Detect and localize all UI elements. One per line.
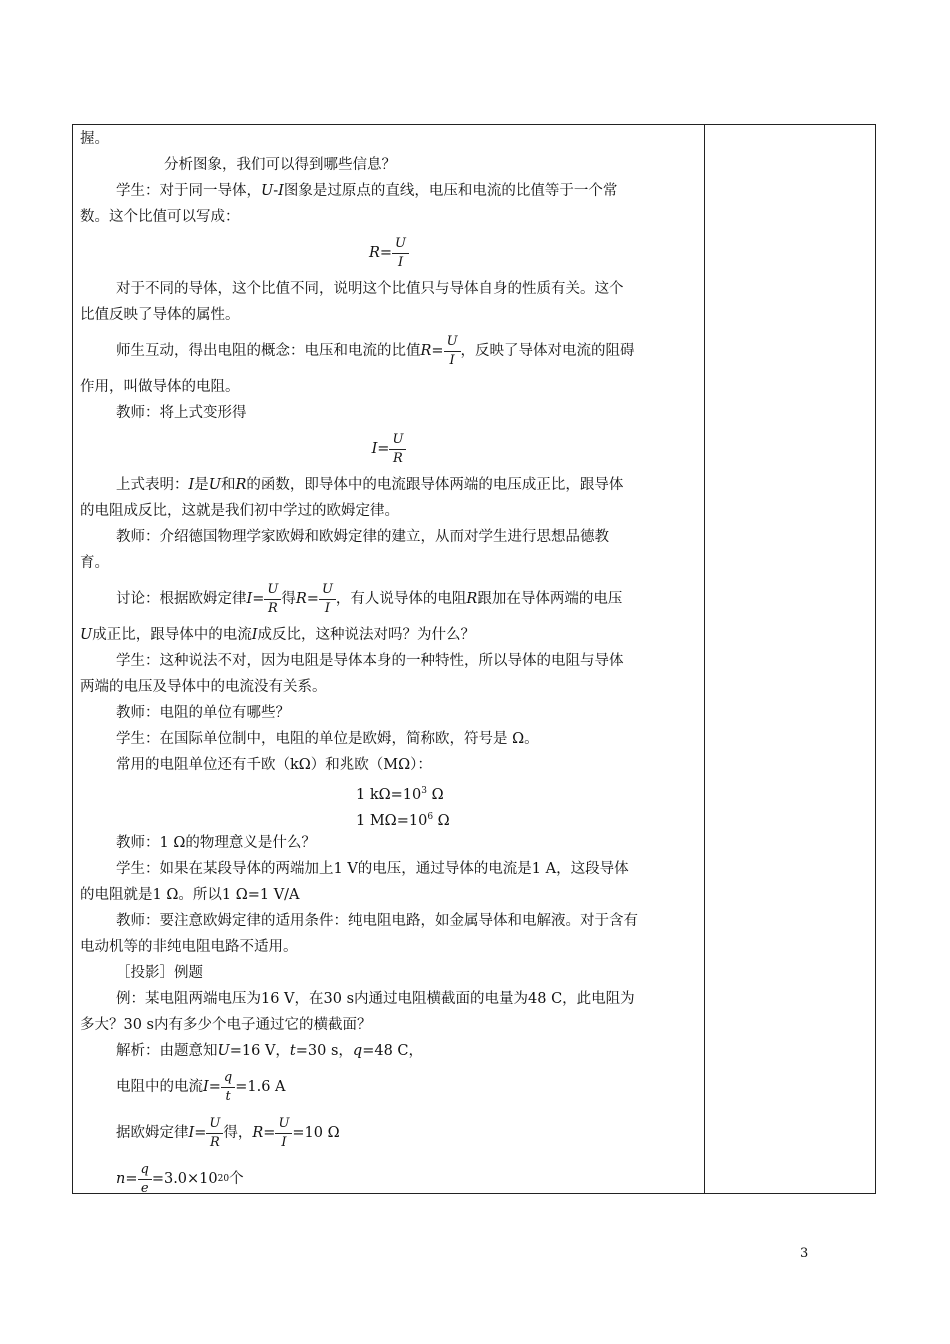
- text: =10 Ω: [292, 1125, 340, 1141]
- denominator: R: [393, 450, 403, 466]
- text: 和: [220, 477, 236, 493]
- column-divider: [704, 124, 705, 1194]
- page-number: 3: [800, 1246, 809, 1261]
- exponent: 3: [421, 786, 427, 796]
- text: 成正比，跟导体中的电流: [92, 627, 252, 643]
- text: =30 s，: [295, 1043, 353, 1059]
- text-line: 学生：如果在某段导体的两端加上1 V的电压，通过导体的电流是1 A，这段导体: [116, 861, 629, 877]
- text: 学生：对于同一导体，: [116, 183, 261, 199]
- text-line: [80, 328, 698, 374]
- equals: =: [377, 441, 390, 457]
- text-line: 比值反映了导体的属性。: [80, 307, 240, 323]
- var-u: U: [80, 627, 93, 643]
- text-line: [80, 778, 698, 804]
- text-line: [80, 622, 698, 648]
- text-line: 数。这个比值可以写成：: [80, 209, 240, 225]
- numerator: U: [264, 581, 281, 600]
- text-line: [80, 804, 698, 830]
- text: 1 kΩ=10: [356, 786, 422, 803]
- text-line: 教师：将上式变形得: [116, 405, 247, 421]
- text: 据欧姆定律: [116, 1125, 189, 1141]
- denominator: R: [267, 600, 278, 616]
- text: ，反映了导体对电流的阻碍: [460, 343, 635, 359]
- text-line: 作用，叫做导体的电阻。: [80, 379, 240, 395]
- text-line: 教师：要注意欧姆定律的适用条件：纯电阻电路，如金属导体和电解液。对于含有: [116, 913, 638, 929]
- equals: =: [263, 1125, 276, 1141]
- text-line: 对于不同的导体，这个比值不同，说明这个比值只与导体自身的性质有关。这个: [116, 281, 624, 297]
- text: =48 C，: [362, 1043, 424, 1059]
- text-line: 教师：1 Ω的物理意义是什么？: [116, 835, 316, 851]
- text: -: [273, 183, 279, 199]
- equals: =: [125, 1171, 138, 1187]
- var-r: R: [235, 477, 247, 493]
- text-line: [80, 472, 698, 498]
- text: 是: [194, 477, 209, 493]
- fraction: [319, 581, 336, 618]
- text: =16 V，: [229, 1043, 290, 1059]
- fraction: [138, 1161, 152, 1198]
- formula-r-eq-u-over-i: [80, 230, 698, 276]
- var-i: I: [203, 1079, 209, 1095]
- text-line: [80, 1038, 698, 1064]
- denominator: I: [397, 254, 404, 270]
- numerator: U: [392, 235, 409, 254]
- denominator: e: [140, 1180, 149, 1196]
- text-line: [80, 178, 698, 204]
- text: ，有人说导体的电阻: [335, 591, 467, 607]
- text: =1.6 A: [235, 1079, 286, 1095]
- text: 解析：由题意知: [116, 1043, 218, 1059]
- fraction: [275, 1115, 292, 1152]
- text-line: 育。: [80, 555, 109, 571]
- fraction: [206, 1115, 223, 1152]
- equals: =: [431, 343, 444, 359]
- var-i: I: [251, 627, 258, 643]
- var-r: R: [368, 245, 380, 261]
- text: 个: [229, 1171, 244, 1187]
- fraction: [264, 581, 281, 618]
- numerator: q: [138, 1161, 152, 1180]
- text: 图象是过原点的直线，电压和电流的比值等于一个常: [283, 183, 618, 199]
- numerator: q: [221, 1069, 235, 1088]
- text-line: 例：某电阻两端电压为16 V，在30 s内通过电阻横截面的电量为48 C，此电阻为: [116, 991, 635, 1007]
- numerator: U: [206, 1115, 223, 1134]
- text-line: 教师：电阻的单位有哪些？: [116, 705, 290, 721]
- numerator: U: [444, 333, 461, 352]
- text: 的函数，即导体中的电流跟导体两端的电压成正比，跟导体: [246, 477, 624, 493]
- text: 师生互动，得出电阻的概念：电压和电流的比值: [116, 343, 421, 359]
- text-line: 教师：介绍德国物理学家欧姆和欧姆定律的建立，从而对学生进行思想品德教: [116, 529, 609, 545]
- text: =3.0×10: [151, 1171, 218, 1187]
- text-line: [80, 576, 698, 622]
- var-u: U: [217, 1043, 230, 1059]
- formula-i-eq-u-over-r: [80, 426, 698, 472]
- denominator: I: [449, 352, 455, 368]
- var-i: I: [371, 441, 378, 457]
- fraction: [221, 1069, 235, 1106]
- exponent: 6: [427, 812, 434, 822]
- var-n: n: [116, 1171, 126, 1187]
- text-line: 分析图象，我们可以得到哪些信息？: [164, 157, 396, 173]
- text-line: 常用的电阻单位还有千欧（kΩ）和兆欧（MΩ）：: [116, 757, 432, 773]
- denominator: I: [281, 1134, 287, 1150]
- fraction: [444, 333, 461, 370]
- var-t: t: [289, 1043, 296, 1059]
- text-line: 的电阻就是1 Ω。所以1 Ω=1 V/A: [80, 887, 300, 903]
- equals: =: [252, 591, 265, 607]
- var-u: U: [208, 477, 221, 493]
- text-line: 的电阻成反比，这就是我们初中学过的欧姆定律。: [80, 503, 399, 519]
- text: 成反比，这种说法对吗？为什么？: [257, 627, 475, 643]
- fraction: [389, 431, 406, 468]
- numerator: U: [389, 431, 406, 450]
- text: Ω: [433, 812, 450, 829]
- var-i: I: [188, 1125, 195, 1141]
- text: 电阻中的电流: [116, 1079, 203, 1095]
- var-i: I: [278, 183, 284, 199]
- var-i: I: [188, 477, 195, 493]
- numerator: U: [319, 581, 336, 600]
- text-line: 学生：在国际单位制中，电阻的单位是欧姆，简称欧，符号是 Ω。: [116, 731, 539, 747]
- text: 得: [281, 591, 296, 607]
- text-line: 多大？30 s内有多少个电子通过它的横截面？: [80, 1017, 372, 1033]
- var-q: q: [352, 1043, 363, 1059]
- text-line: 学生：这种说法不对，因为电阻是导体本身的一种特性，所以导体的电阻与导体: [116, 653, 624, 669]
- denominator: t: [225, 1088, 231, 1104]
- var-r: R: [420, 343, 432, 359]
- var-r: R: [295, 591, 307, 607]
- denominator: R: [209, 1134, 220, 1150]
- text-line: [80, 1110, 698, 1156]
- text-line: [80, 1156, 698, 1202]
- text: 上式表明：: [116, 477, 189, 493]
- text-line: [80, 1064, 698, 1110]
- text-line: ［投影］例题: [116, 965, 203, 981]
- lesson-content: [80, 126, 698, 1202]
- text: 得，: [223, 1125, 253, 1141]
- var-r: R: [252, 1125, 264, 1141]
- text-line: 两端的电压及导体中的电流没有关系。: [80, 679, 327, 695]
- var-u: U: [261, 183, 274, 199]
- fraction: [392, 235, 409, 272]
- var-r: R: [466, 591, 478, 607]
- equals: =: [379, 245, 393, 261]
- text: 跟加在导体两端的电压: [477, 591, 623, 607]
- equals: =: [306, 591, 319, 607]
- equals: =: [208, 1079, 221, 1095]
- equals: =: [194, 1125, 207, 1141]
- text: 1 MΩ=10: [356, 812, 428, 829]
- text: Ω: [426, 786, 444, 803]
- numerator: U: [275, 1115, 292, 1134]
- exponent: 20: [217, 1174, 230, 1184]
- text-line: 握。: [80, 131, 109, 147]
- text: 讨论：根据欧姆定律: [116, 591, 247, 607]
- var-i: I: [246, 591, 253, 607]
- text-line: 电动机等的非纯电阻电路不适用。: [80, 939, 298, 955]
- denominator: I: [324, 600, 330, 616]
